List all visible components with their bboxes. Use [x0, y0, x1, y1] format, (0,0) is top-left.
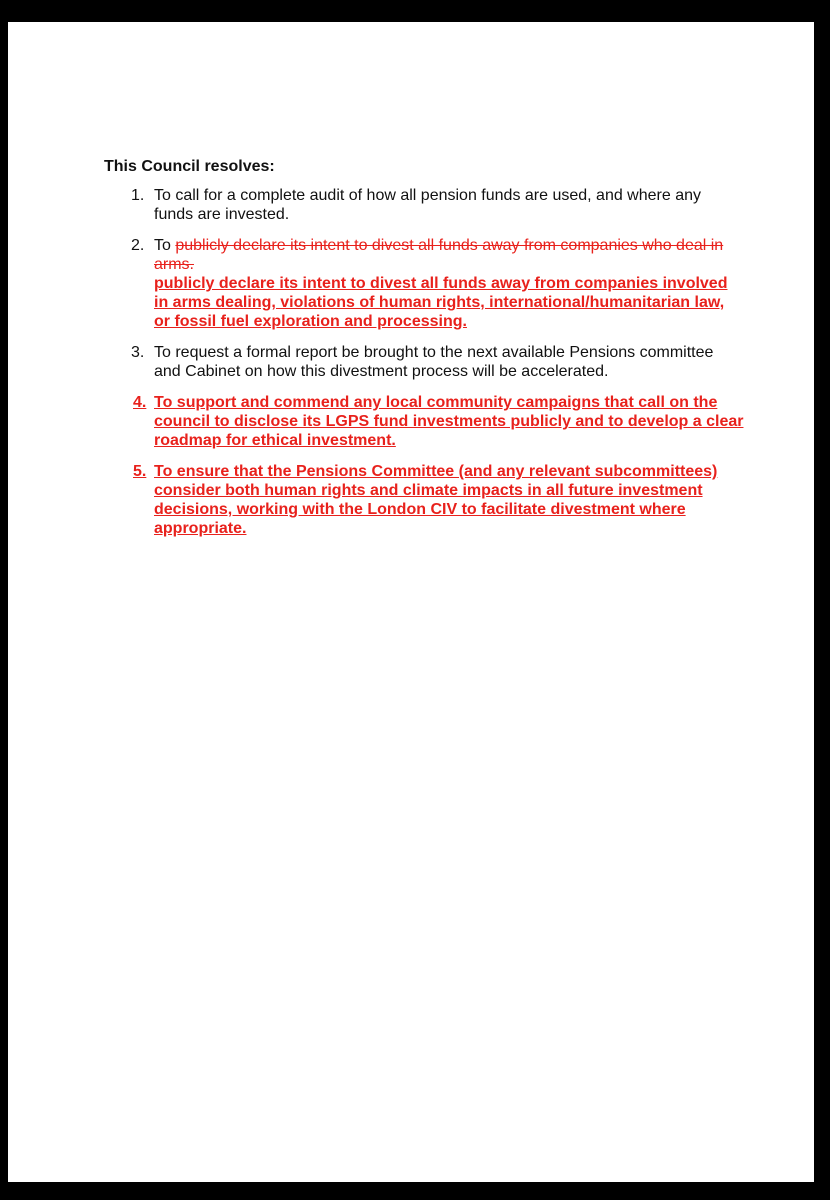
resolution-item-4: [104, 393, 744, 450]
resolution-item-1: [104, 186, 744, 224]
deleted-text: publicly declare its intent to divest all funds away from companies who deal in arms.: [154, 237, 724, 273]
item-text: To support and commend any local community campaigns that call on the council to disclose its LGPS fund investments publicly and to develop a clear roadmap for ethical investment.: [154, 394, 744, 449]
item-number: 4.: [133, 394, 147, 411]
item-number: 5.: [133, 463, 147, 480]
inserted-text: publicly declare its intent to divest all funds away from companies involved in arms dealing, violations of human rights, international/humanitarian law, or fossil fuel exploration and processing.: [154, 275, 728, 330]
item-number: 1.: [131, 187, 145, 204]
section-heading: This Council resolves:: [104, 158, 275, 175]
item-number: 2.: [131, 237, 145, 254]
resolution-section: [104, 157, 744, 550]
item-text: To ensure that the Pensions Committee (and any relevant subcommittees) consider both human rights and climate impacts in all future investment decisions, working with the London CIV to facilitate divestment where appropriate.: [154, 463, 718, 537]
document-page: [8, 22, 814, 1182]
resolution-item-5: [104, 462, 744, 538]
item-text: To call for a complete audit of how all pension funds are used, and where any funds are invested.: [154, 187, 701, 223]
resolution-item-2: [104, 236, 744, 331]
resolution-item-3: [104, 343, 744, 381]
item-text: To request a formal report be brought to the next available Pensions committee and Cabinet on how this divestment process will be accelerated.: [154, 344, 714, 380]
item-number: 3.: [131, 344, 145, 361]
item-prefix: To: [154, 237, 171, 254]
